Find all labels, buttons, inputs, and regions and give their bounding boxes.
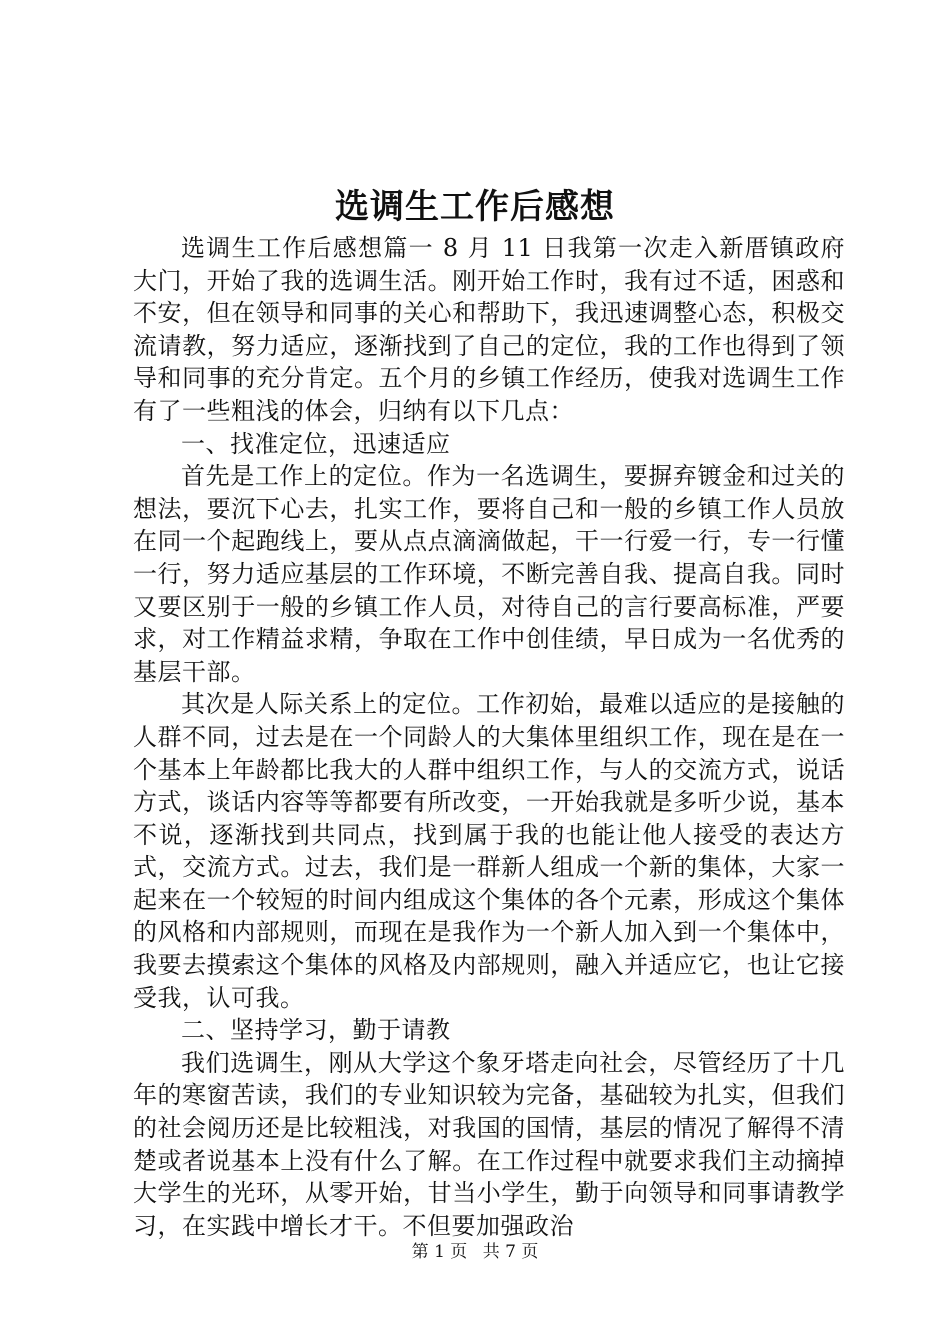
document-title: 选调生工作后感想 [335,187,615,227]
section-heading-2: 二、坚持学习，勤于请教 [181,1016,451,1045]
paragraph-intro: 选调生工作后感想篇一 8 月 11 日我第一次走入新厝镇政府大门，开始了我的选调生活。刚开始工作时，我有过不适，困惑和不安，但在领导和同事的关心和帮助下，我迅速调整心态，积极交流请教，努力适应，逐渐找到了自己的定位，我的工作也得到了领导和同事的充分肯定。五个月的乡镇工作经历，使我对选调生工作有了一些粗浅的体会，归纳有以下几点： [133,234,845,425]
section-heading-1: 一、找准定位，迅速适应 [181,429,451,458]
document-body [133,232,845,1242]
page-total: 共 7 页 [482,1242,539,1262]
page-number: 第 1 页 [411,1242,468,1262]
page-footer [0,1240,950,1264]
paragraph-work-positioning: 首先是工作上的定位。作为一名选调生，要摒弃镀金和过关的想法，要沉下心去，扎实工作，要将自己和一般的乡镇工作人员放在同一个起跑线上，要从点点滴滴做起，干一行爱一行，专一行懂一行，努力适应基层的工作环境，不断完善自我、提高自我。同时又要区别于一般的乡镇工作人员，对待自己的言行要高标准，严要求，对工作精益求精，争取在工作中创佳绩，早日成为一名优秀的基层干部。 [133,462,845,686]
paragraph-relationship-positioning: 其次是人际关系上的定位。工作初始，最难以适应的是接触的人群不同，过去是在一个同龄人的大集体里组织工作，现在是在一个基本上年龄都比我大的人群中组织工作，与人的交流方式，说话方式，谈话内容等等都要有所改变，一开始我就是多听少说，基本不说，逐渐找到共同点，找到属于我的也能让他人接受的表达方式，交流方式。过去，我们是一群新人组成一个新的集体，大家一起来在一个较短的时间内组成这个集体的各个元素，形成这个集体的风格和内部规则，而现在是我作为一个新人加入到一个集体中，我要去摸索这个集体的风格及内部规则，融入并适应它，也让它接受我，认可我。 [133,690,845,1012]
paragraph-learning: 我们选调生，刚从大学这个象牙塔走向社会，尽管经历了十几年的寒窗苦读，我们的专业知识较为完备，基础较为扎实，但我们的社会阅历还是比较粗浅，对我国的国情，基层的情况了解得不清楚或者说基本上没有什么了解。在工作过程中就要求我们主动摘掉大学生的光环，从零开始，甘当小学生，勤于向领导和同事请教学习，在实践中增长才干。不但要加强政治 [133,1048,845,1240]
